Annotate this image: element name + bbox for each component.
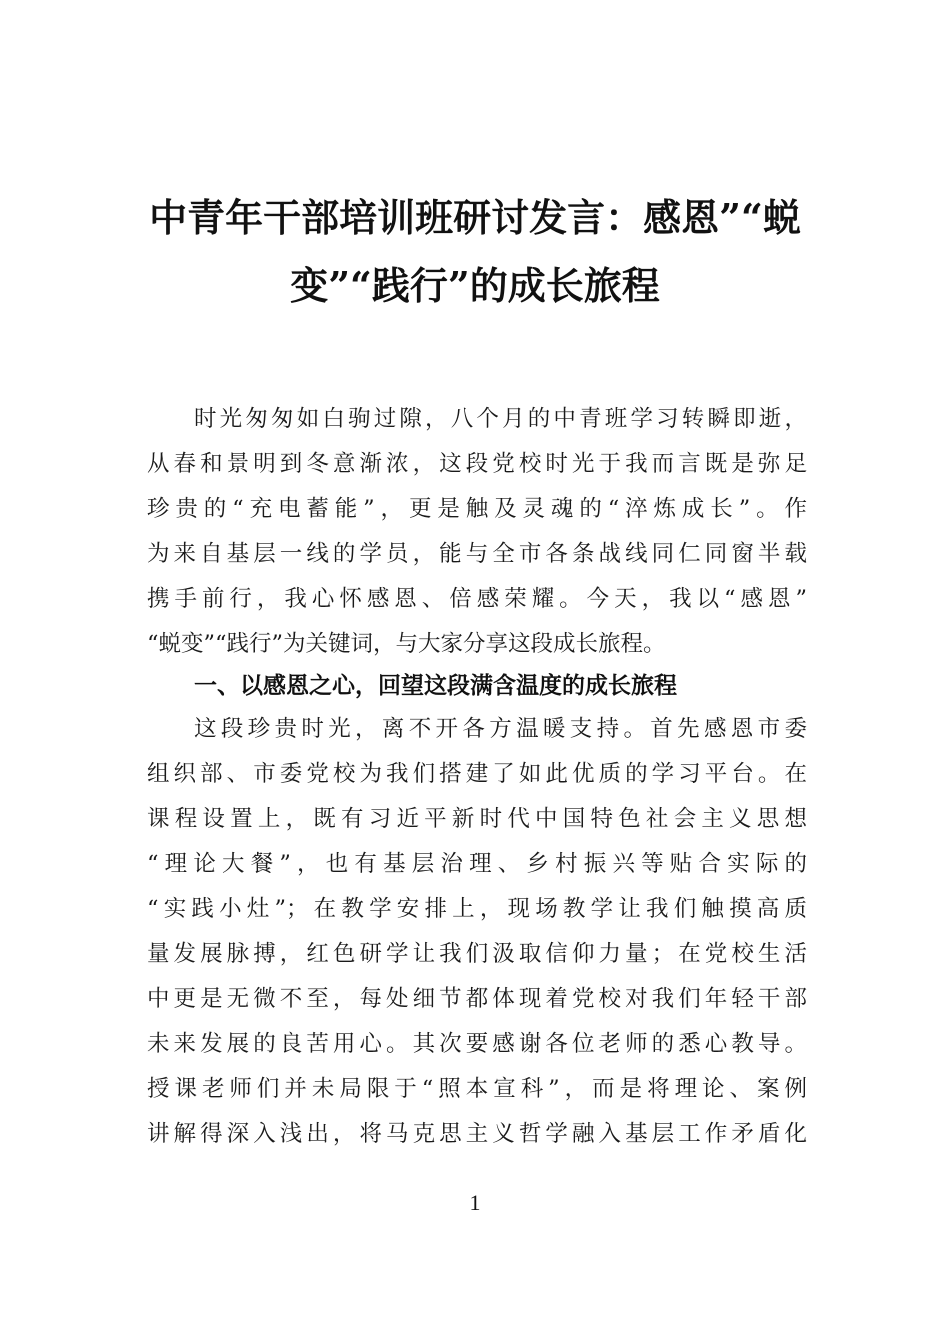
paragraph-1-line-1: 时光匆匆如白驹过隙，八个月的中青班学习转瞬即逝，	[194, 406, 807, 432]
paragraph-2-line-2: 组织部、市委党校为我们搭建了如此优质的学习平台。在	[147, 761, 807, 787]
paragraph-2-line-3: 课程设置上，既有习近平新时代中国特色社会主义思想	[147, 806, 807, 832]
paragraph-2-line-7: 中更是无微不至，每处细节都体现着党校对我们年轻干部	[147, 986, 807, 1012]
paragraph-2-line-5: “实践小灶”；在教学安排上，现场教学让我们触摸高质	[147, 896, 807, 922]
page-number: 1	[469, 1190, 481, 1215]
paragraph-1-line-3: 珍贵的“充电蓄能”，更是触及灵魂的“淬炼成长”。作	[147, 496, 807, 522]
paragraph-2-line-4: “理论大餐”，也有基层治理、乡村振兴等贴合实际的	[147, 851, 807, 877]
paragraph-2-line-8: 未来发展的良苦用心。其次要感谢各位老师的悉心教导。	[147, 1031, 807, 1057]
section-heading-1: 一、以感恩之心，回望这段满含温度的成长旅程	[194, 673, 677, 699]
document-title-line-1: 中青年干部培训班研讨发言：感恩”“蜕	[149, 195, 801, 240]
paragraph-2-line-6: 量发展脉搏，红色研学让我们汲取信仰力量；在党校生活	[147, 941, 807, 967]
paragraph-1-line-2: 从春和景明到冬意渐浓，这段党校时光于我而言既是弥足	[147, 451, 807, 477]
paragraph-2-line-1: 这段珍贵时光，离不开各方温暖支持。首先感恩市委	[194, 716, 807, 742]
paragraph-1-line-4: 为来自基层一线的学员，能与全市各条战线同仁同窗半载	[147, 541, 807, 567]
paragraph-2-line-10: 讲解得深入浅出，将马克思主义哲学融入基层工作矛盾化	[147, 1121, 807, 1147]
paragraph-1-line-5: 携手前行，我心怀感恩、倍感荣耀。今天，我以“感恩”	[147, 586, 807, 612]
paragraph-1-line-6: “蜕变”“践行”为关键词，与大家分享这段成长旅程。	[147, 631, 666, 657]
document-title-line-2: 变”“践行”的成长旅程	[290, 263, 660, 308]
paragraph-2-line-9: 授课老师们并未局限于“照本宣科”，而是将理论、案例	[147, 1076, 807, 1102]
